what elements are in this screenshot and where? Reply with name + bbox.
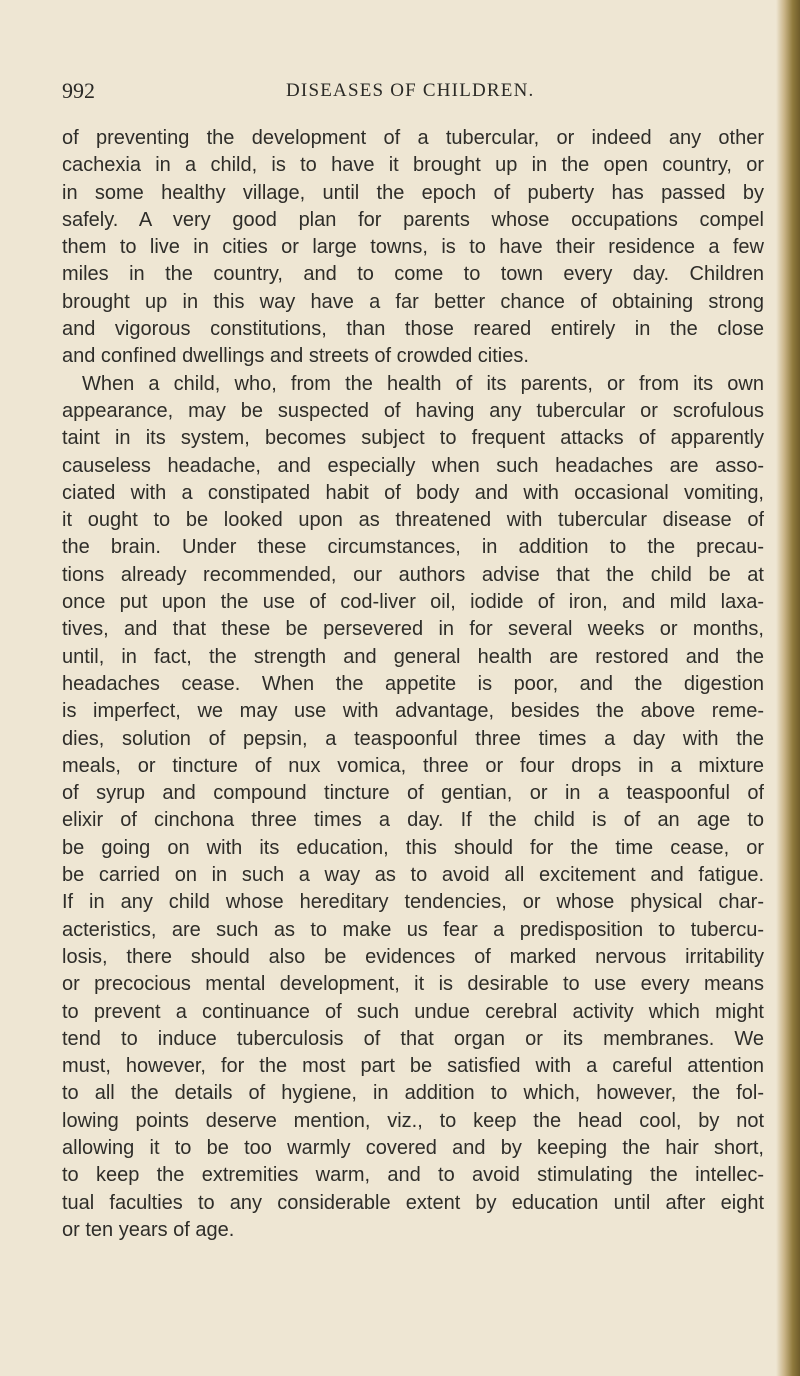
text-line: meals, or tincture of nux vomica, three or four drops in a mixture [62, 754, 764, 777]
text-line: losis, there should also be evidences of marked nervous irritability [62, 945, 764, 968]
text-line: the brain. Under these circumstances, in addition to the precau- [62, 536, 764, 559]
text-line: cachexia in a child, is to have it brought up in the open country, or [62, 154, 764, 177]
text-line: miles in the country, and to come to town every day. Children [62, 263, 764, 286]
text-line: and vigorous constitutions, than those reared entirely in the close [62, 318, 764, 341]
text-line: to prevent a continuance of such undue cerebral activity which might [62, 1000, 764, 1023]
text-line: be carried on in such a way as to avoid all excitement and fatigue. [62, 864, 764, 887]
text-line: taint in its system, becomes subject to frequent attacks of apparently [62, 427, 764, 450]
text-line: tend to induce tuberculosis of that organ or its membranes. We [62, 1027, 764, 1050]
text-line: headaches cease. When the appetite is poor, and the digestion [62, 672, 764, 695]
text-line: ciated with a constipated habit of body and with occasional vomiting, [62, 481, 764, 504]
text-line: is imperfect, we may use with advantage, besides the above reme- [62, 700, 764, 723]
page-edge-shadow [776, 0, 800, 1376]
text-line: When a child, who, from the health of its parents, or from its own [82, 372, 764, 395]
running-title: DISEASES OF CHILDREN. [286, 80, 535, 101]
text-line: appearance, may be suspected of having any tubercular or scrofulous [62, 399, 764, 422]
running-head [62, 78, 762, 108]
text-line: allowing it to be too warmly covered and by keeping the hair short, [62, 1136, 764, 1159]
text-line: If in any child whose hereditary tendencies, or whose physical char- [62, 891, 764, 914]
text-line: must, however, for the most part be satisfied with a careful attention [62, 1055, 764, 1078]
text-line: to keep the extremities warm, and to avoid stimulating the intellec- [62, 1164, 764, 1187]
text-line: them to live in cities or large towns, is to have their residence a few [62, 236, 764, 259]
text-line: tions already recommended, our authors advise that the child be at [62, 563, 764, 586]
text-line: causeless headache, and especially when such headaches are asso- [62, 454, 764, 477]
text-line: it ought to be looked upon as threatened with tubercular disease of [62, 509, 764, 532]
text-line: or precocious mental development, it is desirable to use every means [62, 973, 764, 996]
text-line: safely. A very good plan for parents whose occupations compel [62, 208, 764, 231]
page-number: 992 [62, 78, 95, 103]
text-line: elixir of cinchona three times a day. If the child is of an age to [62, 809, 764, 832]
body-text [62, 125, 764, 1244]
text-line: of syrup and compound tincture of gentian, or in a teaspoonful of [62, 782, 764, 805]
text-line: or ten years of age. [62, 1218, 235, 1241]
text-line: brought up in this way have a far better chance of obtaining strong [62, 290, 764, 313]
text-line: to all the details of hygiene, in addition to which, however, the fol- [62, 1082, 764, 1105]
text-line: acteristics, are such as to make us fear a predisposition to tubercu- [62, 918, 764, 941]
text-line: be going on with its education, this should for the time cease, or [62, 836, 764, 859]
text-line: until, in fact, the strength and general health are restored and the [62, 645, 764, 668]
text-line: once put upon the use of cod-liver oil, iodide of iron, and mild laxa- [62, 591, 764, 614]
text-line: in some healthy village, until the epoch of puberty has passed by [62, 181, 764, 204]
text-line: dies, solution of pepsin, a teaspoonful three times a day with the [62, 727, 764, 750]
text-line: tives, and that these be persevered in for several weeks or months, [62, 618, 764, 641]
text-line: of preventing the development of a tubercular, or indeed any other [62, 127, 764, 149]
text-line: lowing points deserve mention, viz., to keep the head cool, by not [62, 1109, 764, 1132]
text-line: and confined dwellings and streets of crowded cities. [62, 345, 529, 368]
text-line: tual faculties to any considerable extent by education until after eight [62, 1191, 764, 1214]
